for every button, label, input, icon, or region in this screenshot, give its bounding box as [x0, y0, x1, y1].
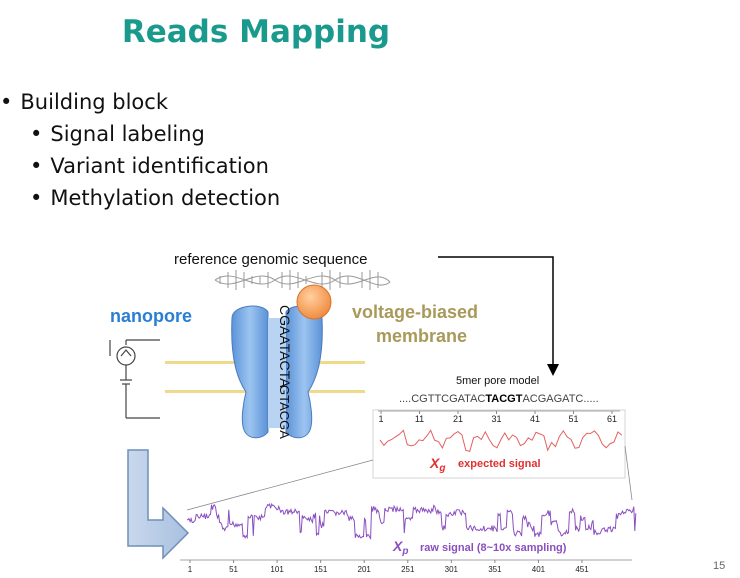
bullet-dot-icon: •	[0, 90, 13, 114]
nanopore-protein-icon	[232, 306, 323, 438]
expected-signal-label: expected signal	[458, 458, 541, 470]
axis-tick-label: 451	[575, 565, 589, 574]
expected-symbol: $X_g$	[430, 455, 446, 474]
axis-tick-label: 201	[357, 565, 371, 574]
bullet-dot-icon: •	[30, 122, 43, 146]
flow-arrow-icon	[128, 450, 188, 558]
sub-bullet-text: Variant identification	[50, 154, 269, 178]
bullet-text: Building block	[20, 90, 168, 114]
axis-tick-label: 1	[187, 565, 193, 574]
dna-helix-icon	[215, 270, 390, 290]
pore-model-label: 5mer pore model	[456, 375, 540, 387]
reference-sequence-label: reference genomic sequence	[174, 251, 368, 268]
axis-tick-label: 11	[414, 414, 425, 424]
zoom-connector-left	[187, 460, 373, 510]
raw-signal-label: raw signal (8~10x sampling)	[420, 542, 567, 554]
axis-tick-label: 61	[606, 414, 618, 424]
raw-signal-line	[187, 504, 636, 538]
slide-page-number: 15	[713, 560, 726, 572]
axis-tick-label: 31	[491, 414, 502, 424]
strand-top-text: CGAATACTA	[277, 305, 293, 388]
circuit-icon	[110, 340, 160, 418]
axis-tick-label: 21	[452, 414, 464, 424]
axis-tick-label: 51	[229, 565, 239, 574]
sub-bullet-text: Signal labeling	[50, 122, 205, 146]
axis-tick-label: 351	[488, 565, 502, 574]
axis-tick-label: 301	[444, 565, 459, 574]
pore-model-sequence: ....CGTTCGATACTACGTACGAGATC.....	[399, 393, 599, 405]
axis-tick-label: 101	[270, 565, 284, 574]
axis-tick-label: 51	[568, 414, 579, 424]
zoom-connector-right	[625, 446, 632, 500]
bullet-dot-icon: •	[30, 186, 43, 210]
membrane-label-line2: membrane	[376, 326, 468, 346]
bullet-dot-icon: •	[30, 154, 43, 178]
axis-tick-label: 151	[313, 565, 328, 574]
motor-protein-icon	[297, 285, 331, 319]
membrane-label-line1: voltage-biased	[352, 302, 479, 322]
axis-tick-label: 251	[401, 565, 415, 574]
axis-tick-label: 1	[378, 414, 384, 424]
axis-tick-label: 41	[529, 414, 541, 424]
axis-tick-label: 401	[531, 565, 546, 574]
slide-title: Reads Mapping	[121, 14, 391, 50]
bottom-axis	[188, 560, 589, 574]
raw-symbol: $X_p$	[393, 538, 409, 557]
sub-bullet-text: Methylation detection	[50, 186, 281, 210]
nanopore-label: nanopore	[110, 306, 193, 326]
strand-bottom-text: GTACGA	[277, 385, 292, 439]
